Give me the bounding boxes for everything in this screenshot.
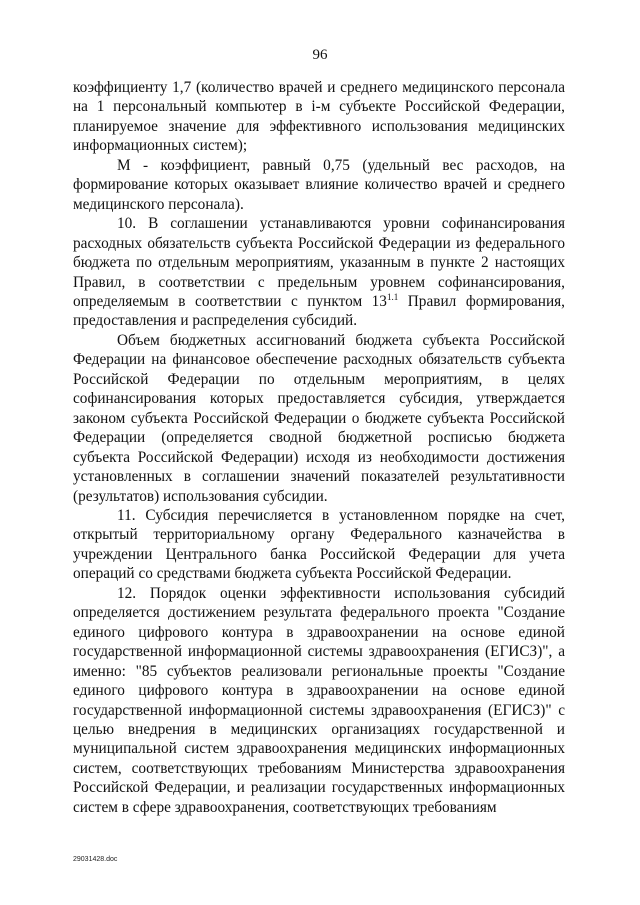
paragraph-continuation: коэффициенту 1,7 (количество врачей и среднего медицинского персонала на 1 персональный компьютер в i-м субъекте Российской Федерации, планируемое значение для эффективного использования медицинских информационных систем); [73, 79, 565, 155]
footer-filename: 29031428.doc [73, 856, 118, 863]
document-body [73, 78, 565, 817]
paragraph-12: 12. Порядок оценки эффективности использования субсидий определяется достижением результата федерального проекта "Создание единого цифрового контура в здравоохранении на основе единой государственной информационной системы здравоохранения (ЕГИСЗ)", а именно: "85 субъектов реализовали региональные проекты "Создание единого цифрового контура в здравоохранении на основе единой государственной информационной системы здравоохранения (ЕГИСЗ)" с целью внедрения в медицинских организациях государственной и муниципальной систем здравоохранения медицинских информационных систем, соответствующих требованиям Министерства здравоохранения Российской Федерации, и реализации государственных информационных систем в сфере здравоохранения, соответствующих требованиям [73, 584, 565, 816]
paragraph-10 [73, 214, 565, 331]
paragraph-10-tail: Правил формирования, предоставления и распределения субсидий. [73, 292, 566, 330]
paragraph-10-text: 10. В соглашении устанавливаются уровни софинансирования расходных обязательств субъекта Российской Федерации из федерального бюджета по отдельным мероприятиям, указанным в пункте 2 настоящих Правил, в соответствии с предельным уровнем софинансирования, определяемым в соответствии с пунктом 13 [73, 215, 565, 310]
paragraph-budget-volume: Объем бюджетных ассигнований бюджета субъекта Российской Федерации на финансовое обеспечение расходных обязательств субъекта Российской Федерации по отдельным мероприятиям, в целях софинансирования которых предоставляется субсидия, утверждается законом субъекта Российской Федерации о бюджете субъекта Российской Федерации (определяется сводной бюджетной росписью бюджета субъекта Российской Федерации) исходя из необходимости достижения установленных в соглашении значений показателей результативности (результатов) использования субсидии. [73, 331, 565, 505]
superscript-1-1: 1.1 [386, 291, 399, 302]
paragraph-11: 11. Субсидия перечисляется в установленном порядке на счет, открытый территориальному органу Федерального казначейства в учреждении Центрального банка Российской Федерации для учета операций со средствами бюджета субъекта Российской Федерации. [73, 506, 565, 583]
page-number: 96 [312, 47, 328, 63]
paragraph-m-coefficient: М - коэффициент, равный 0,75 (удельный вес расходов, на формирование которых оказывает влияние количество врачей и среднего медицинского персонала). [73, 156, 565, 213]
